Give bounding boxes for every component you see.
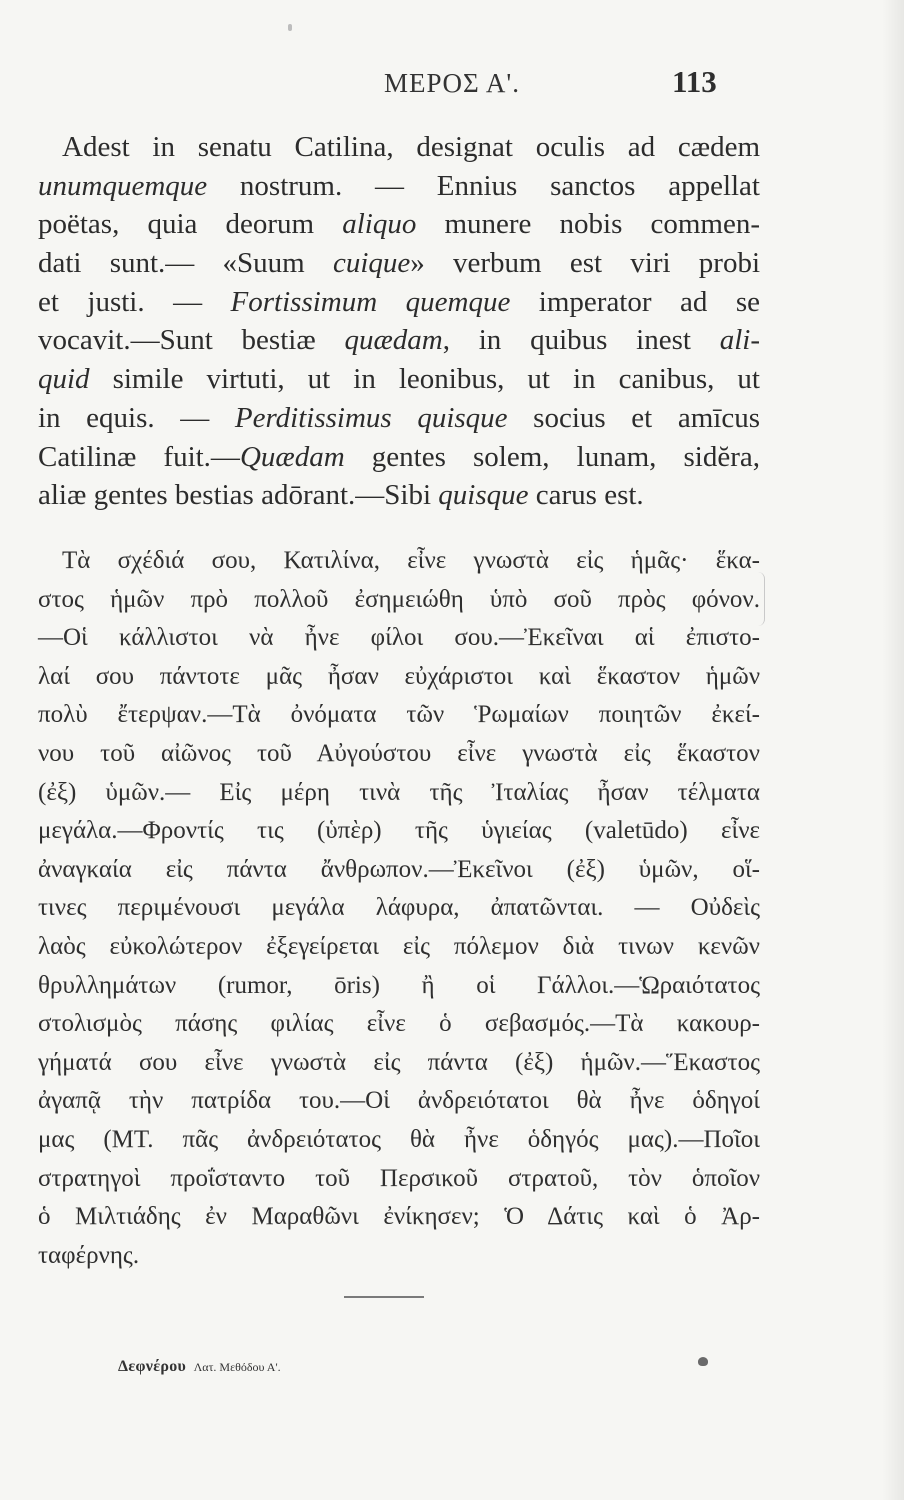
latin-line <box>38 283 760 322</box>
binding-shadow <box>882 0 904 1500</box>
text-run: simile virtuti, ut in leonibus, ut in canibus, ut <box>89 363 760 396</box>
text-run: dati sunt.— «Suum <box>38 247 333 280</box>
page-number: 113 <box>672 64 717 99</box>
text-run: et justi. — <box>38 285 231 318</box>
greek-line: τινες περιμένουσι μεγάλα λάφυρα, ἀπατῶνται. — Οὐδεὶς <box>38 894 760 922</box>
latin-line <box>38 244 760 283</box>
latin-line <box>38 438 760 477</box>
greek-line: Τὰ σχέδιά σου, Κατιλίνα, εἶνε γνωστὰ εἰς ἡμᾶς· ἕκα- <box>62 547 760 574</box>
italic-phrase: quædam <box>344 324 443 357</box>
greek-line: θρυλλημάτων (rumor, ōris) ἢ οἱ Γάλλοι.—Ὡραιότατος <box>38 971 760 999</box>
page-footer <box>118 1358 281 1376</box>
greek-line: στρατηγοὶ προΐσταντο τοῦ Περσικοῦ στρατοῦ, τὸν ὁποῖον <box>38 1164 760 1192</box>
text-run: , in quibus inest <box>442 324 720 357</box>
latin-line <box>38 476 760 515</box>
text-run: Catilinæ fuit.— <box>38 440 240 473</box>
latin-line <box>38 167 760 206</box>
text-run: in equis. — <box>38 401 235 434</box>
greek-line: λαὸς εὐκολώτερον ἐξεγείρεται εἰς πόλεμον διὰ τινων κενῶν <box>38 932 760 960</box>
greek-line: στολισμὸς πάσης φιλίας εἶνε ὁ σεβασμός.—Τὰ κακουρ- <box>38 1010 760 1038</box>
latin-line <box>38 205 760 244</box>
greek-exercise-text <box>38 542 760 1275</box>
greek-line: ἀγαπᾷ τὴν πατρίδα του.—Οἱ ἀνδρειότατοι θὰ ἦνε ὁδηγοί <box>38 1087 760 1115</box>
text-run: gentes solem, lunam, sidĕra, <box>344 440 760 473</box>
italic-phrase: quid <box>38 363 90 396</box>
footer-author: Δεφνέρου <box>118 1358 187 1375</box>
greek-line: μας (ΜΤ. πᾶς ἀνδρειότατος θὰ ἦνε ὁδηγός μας).—Ποῖοι <box>38 1125 760 1153</box>
text-run: poëtas, quia deorum <box>38 208 343 241</box>
italic-phrase: ali- <box>719 324 760 357</box>
greek-line: ὁ Μιλτιάδης ἐν Μαραθῶνι ἐνίκησεν; Ὁ Δάτις καὶ ὁ Ἀρ- <box>38 1203 760 1231</box>
greek-line: στος ἡμῶν πρὸ πολλοῦ ἐσημειώθη ὑπὸ σοῦ πρὸς φόνον. <box>38 585 760 613</box>
text-run: Adest in senatu Catilina, designat oculis ad cædem <box>62 131 760 163</box>
greek-line: (ἐξ) ὑμῶν.— Εἰς μέρη τινὰ τῆς Ἰταλίας ἦσαν τέλματα <box>38 778 760 806</box>
greek-line: λαί σου πάντοτε μᾶς ἦσαν εὐχάριστοι καὶ ἕκαστον ἡμῶν <box>38 662 760 690</box>
italic-phrase: unumquemque <box>38 169 208 202</box>
italic-phrase: aliquo <box>342 208 417 241</box>
italic-phrase: cuique <box>332 247 411 280</box>
page-header <box>0 64 904 108</box>
text-run: » verbum est viri probi <box>410 247 760 280</box>
greek-line: μεγάλα.—Φροντίς τις (ὑπὲρ) τῆς ὑγιείας (valetūdo) εἶνε <box>38 817 760 845</box>
latin-line <box>38 321 760 360</box>
greek-line: —Οἱ κάλλιστοι νὰ ἦνε φίλοι σου.—Ἐκεῖναι αἱ ἐπιστο- <box>38 624 760 652</box>
greek-line: ἀναγκαία εἰς πάντα ἄνθρωπον.—Ἐκεῖνοι (ἐξ) ὑμῶν, οἵ- <box>38 855 760 883</box>
text-run: nostrum. — Ennius sanctos appellat <box>207 169 760 202</box>
footer-title: Λατ. Μεθόδου Α'. <box>193 1360 281 1374</box>
text-run: vocavit.—Sunt bestiæ <box>38 324 345 357</box>
italic-phrase: quisque <box>438 479 529 512</box>
latin-line <box>38 360 760 399</box>
italic-phrase: Quædam <box>239 440 345 473</box>
latin-line <box>38 128 760 167</box>
ink-speck <box>288 24 292 31</box>
greek-line: πολὺ ἔτερψαν.—Τὰ ὀνόματα τῶν Ῥωμαίων ποιητῶν ἐκεί- <box>38 701 760 729</box>
text-run: imperator ad se <box>510 285 760 318</box>
greek-line: νου τοῦ αἰῶνος τοῦ Αὐγούστου εἶνε γνωστὰ εἰς ἕκαστον <box>38 739 760 767</box>
greek-line: γήματά σου εἶνε γνωστὰ εἰς πάντα (ἐξ) ἡμῶν.—Ἕκαστος <box>38 1048 760 1076</box>
text-run: socius et amīcus <box>507 401 760 434</box>
closing-rule <box>344 1296 424 1298</box>
italic-phrase: Fortissimum quemque <box>230 285 511 318</box>
text-run: carus est. <box>528 479 644 512</box>
latin-line <box>38 399 760 438</box>
text-run: aliæ gentes bestias adōrant.—Sibi <box>38 479 439 512</box>
italic-phrase: Perditissimus quisque <box>234 401 508 434</box>
greek-line: ταφέρνης. <box>38 1241 140 1269</box>
footer-printer-mark <box>698 1357 708 1366</box>
running-head: ΜΕΡΟΣ Α'. <box>383 68 521 98</box>
text-run: munere nobis commen- <box>416 208 760 241</box>
latin-exercise-text <box>38 128 760 515</box>
